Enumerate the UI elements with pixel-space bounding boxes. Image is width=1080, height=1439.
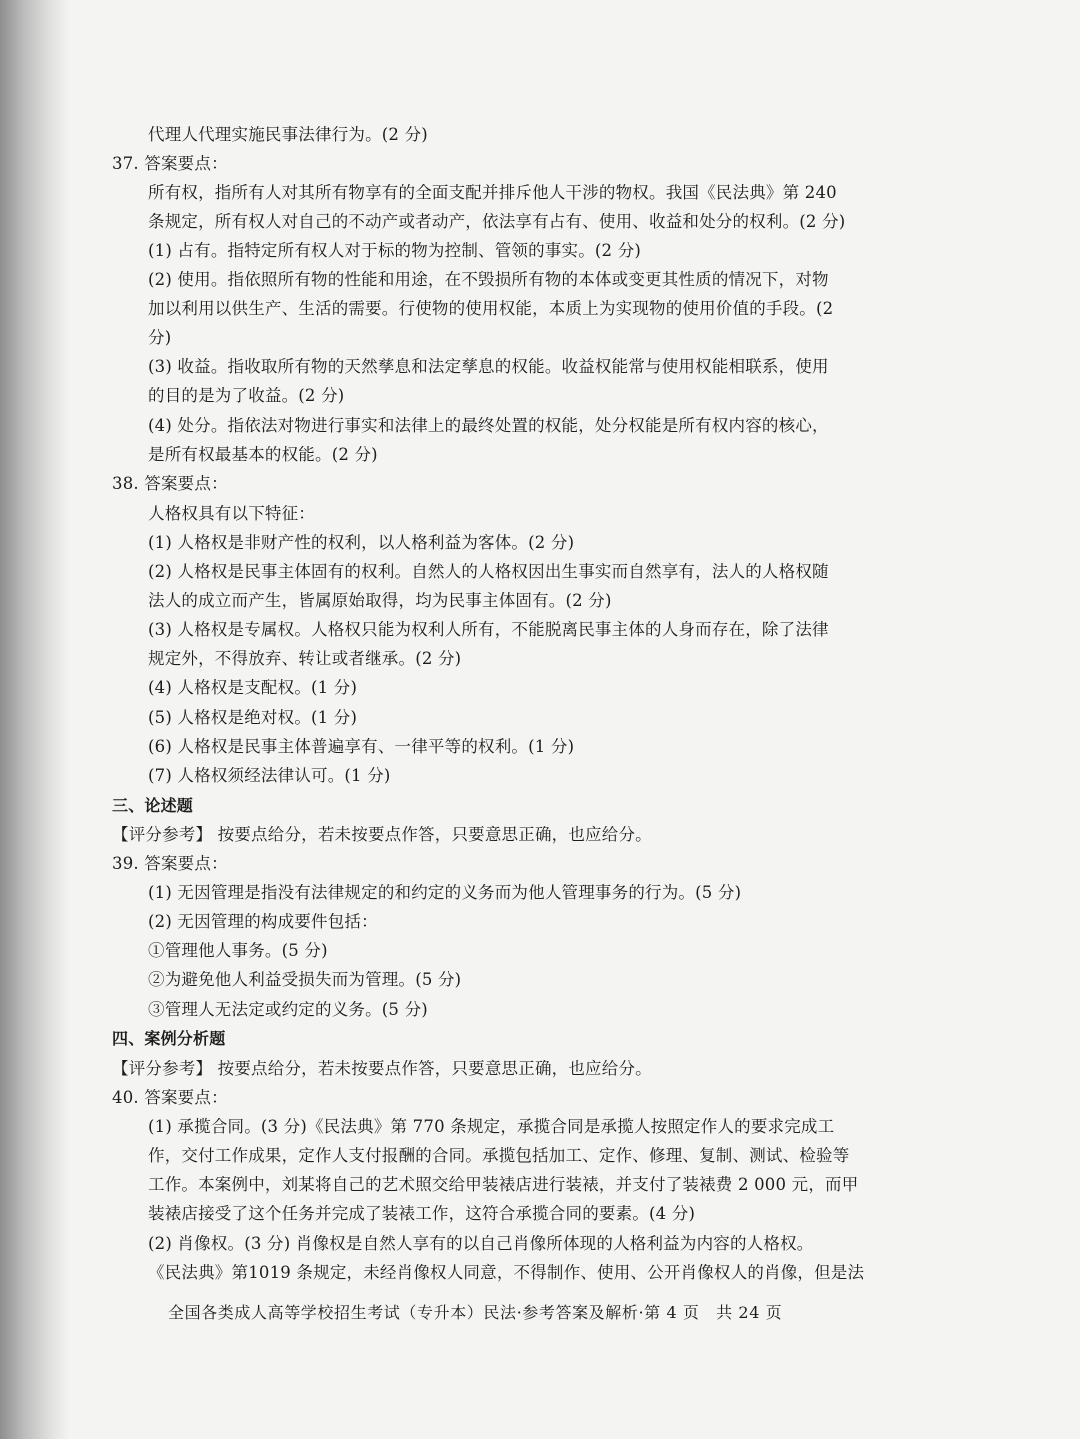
- text-line: (1) 人格权是非财产性的权利，以人格利益为客体。(2 分): [148, 533, 575, 552]
- text-line: ②为避免他人利益受损失而为管理。(5 分): [148, 970, 462, 989]
- text-line: (3) 人格权是专属权。人格权只能为权利人所有，不能脱离民事主体的人身而存在，除了法律: [148, 620, 829, 639]
- text-line: (3) 收益。指收取所有物的天然孳息和法定孳息的权能。收益权能常与使用权能相联系，使用: [148, 357, 829, 376]
- text-line: 规定外，不得放弃、转让或者继承。(2 分): [148, 649, 462, 668]
- scoring-reference: 【评分参考】 按要点给分，若未按要点作答，只要意思正确，也应给分。: [112, 825, 652, 844]
- text-line: ①管理他人事务。(5 分): [148, 941, 328, 960]
- text-line: (2) 人格权是民事主体固有的权利。自然人的人格权因出生事实而自然享有，法人的人格权随: [148, 562, 829, 581]
- page-footer: 全国各类成人高等学校招生考试（专升本）民法·参考答案及解析·第 4 页 共 24 页: [168, 1303, 783, 1322]
- text-line: 《民法典》第1019 条规定，未经肖像权人同意，不得制作、使用、公开肖像权人的肖像，但是法: [148, 1263, 865, 1282]
- text-line: 工作。本案例中，刘某将自己的艺术照交给甲装裱店进行装裱，并支付了装裱费 2 000 元，而甲: [148, 1175, 859, 1194]
- question-heading: 38. 答案要点：: [112, 474, 228, 493]
- text-line: 装裱店接受了这个任务并完成了装裱工作，这符合承揽合同的要素。(4 分): [148, 1204, 696, 1223]
- text-line: (5) 人格权是绝对权。(1 分): [148, 708, 358, 727]
- text-line: 人格权具有以下特征：: [148, 504, 315, 523]
- text-line: (1) 无因管理是指没有法律规定的和约定的义务而为他人管理事务的行为。(5 分): [148, 883, 742, 902]
- text-line: (1) 占有。指特定所有权人对于标的物为控制、管领的事实。(2 分): [148, 241, 642, 260]
- question-heading: 37. 答案要点：: [112, 154, 228, 173]
- text-line: 法人的成立而产生，皆属原始取得，均为民事主体固有。(2 分): [148, 591, 612, 610]
- text-line: 条规定，所有权人对自己的不动产或者动产，依法享有占有、使用、收益和处分的权利。(2 分): [148, 212, 846, 231]
- text-line: (6) 人格权是民事主体普遍享有、一律平等的权利。(1 分): [148, 737, 575, 756]
- text-line: (2) 肖像权。(3 分) 肖像权是自然人享有的以自己肖像所体现的人格利益为内容的人格权。: [148, 1234, 814, 1253]
- text-line: 作，交付工作成果，定作人支付报酬的合同。承揽包括加工、定作、修理、复制、测试、检验等: [148, 1146, 850, 1165]
- text-line: 是所有权最基本的权能。(2 分): [148, 445, 378, 464]
- text-line: (7) 人格权须经法律认可。(1 分): [148, 766, 391, 785]
- text-line: (2) 无因管理的构成要件包括：: [148, 912, 378, 931]
- section-heading: 四、案例分析题: [112, 1029, 226, 1048]
- question-heading: 39. 答案要点：: [112, 854, 228, 873]
- text-line: 分): [148, 328, 172, 347]
- section-heading: 三、论述题: [112, 796, 194, 815]
- text-line: (1) 承揽合同。(3 分)《民法典》第 770 条规定，承揽合同是承揽人按照定作人的要求完成工: [148, 1117, 835, 1136]
- text-line: (4) 处分。指依法对物进行事实和法律上的最终处置的权能，处分权能是所有权内容的核心，: [148, 416, 829, 435]
- text-line: 所有权，指所有人对其所有物享有的全面支配并排斥他人干涉的物权。我国《民法典》第 240: [148, 183, 837, 202]
- text-line: (4) 人格权是支配权。(1 分): [148, 678, 358, 697]
- text-line: ③管理人无法定或约定的义务。(5 分): [148, 1000, 428, 1019]
- text-line: 的目的是为了收益。(2 分): [148, 386, 345, 405]
- scoring-reference: 【评分参考】 按要点给分，若未按要点作答，只要意思正确，也应给分。: [112, 1059, 652, 1078]
- text-line: 加以利用以供生产、生活的需要。行使物的使用权能，本质上为实现物的使用价值的手段。(2: [148, 299, 834, 318]
- question-heading: 40. 答案要点：: [112, 1088, 228, 1107]
- text-line: 代理人代理实施民事法律行为。(2 分): [148, 125, 428, 144]
- text-line: (2) 使用。指依照所有物的性能和用途，在不毁损所有物的本体或变更其性质的情况下，对物: [148, 270, 829, 289]
